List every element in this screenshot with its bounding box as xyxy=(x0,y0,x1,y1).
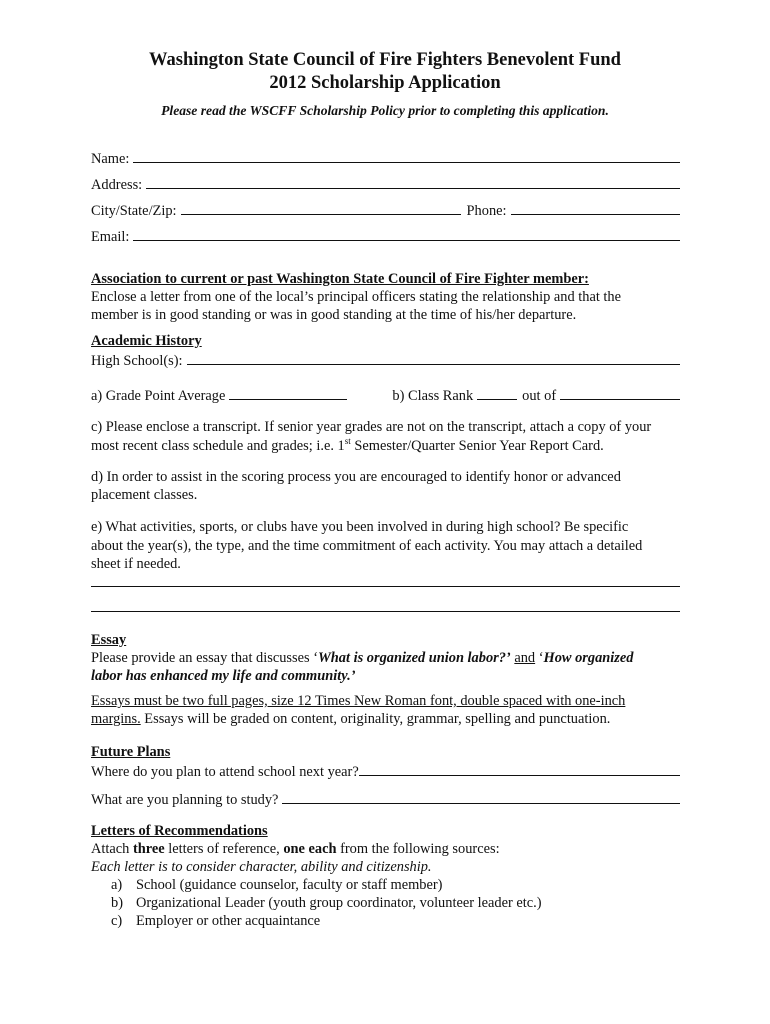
letters-heading: Letters of Recommendations xyxy=(91,823,268,839)
address-row xyxy=(91,174,680,194)
address-label: Address: xyxy=(91,177,143,193)
activities-text-line3: sheet if needed. xyxy=(91,556,181,572)
transcript-text-line1: c) Please enclose a transcript. If senior year grades are not on the transcript, attach a copy of your xyxy=(91,419,652,435)
honors-text-line1: d) In order to assist in the scoring process you are encouraged to identify honor or advanced xyxy=(91,469,621,485)
phone-field[interactable] xyxy=(511,200,680,215)
list-item: b) Organizational Leader (youth group coordinator, volunteer leader etc.) xyxy=(111,895,542,911)
email-label: Email: xyxy=(91,229,130,245)
activities-answer-line-1[interactable] xyxy=(91,586,680,587)
out-of-label: out of xyxy=(522,388,557,404)
essay-prompt-line2: labor has enhanced my life and community.’ xyxy=(91,668,356,684)
study-plan-label: What are you planning to study? xyxy=(91,792,279,808)
study-plan-row xyxy=(91,789,680,809)
letters-instruction-line1: Attach three letters of reference, one each from the following sources: xyxy=(91,841,500,857)
high-school-label: High School(s): xyxy=(91,353,183,369)
academic-history-heading: Academic History xyxy=(91,333,202,349)
email-row xyxy=(91,226,680,246)
class-rank-label: b) Class Rank xyxy=(392,388,474,404)
city-phone-row xyxy=(91,200,680,220)
essay-requirements-line1: Essays must be two full pages, size 12 Times New Roman font, double spaced with one-inch xyxy=(91,693,626,709)
list-item: c) Employer or other acquaintance xyxy=(111,913,321,929)
instruction-note: Please read the WSCFF Scholarship Policy prior to completing this application. xyxy=(161,103,609,118)
transcript-text-line2: most recent class schedule and grades; i.e. 1st Semester/Quarter Senior Year Report Card. xyxy=(91,436,604,454)
association-heading: Association to current or past Washington State Council of Fire Fighter member: xyxy=(91,271,589,287)
form-title: Washington State Council of Fire Fighters Benevolent Fund xyxy=(149,50,621,70)
activities-text-line1: e) What activities, sports, or clubs have you been involved in during high school? Be specific xyxy=(91,519,629,535)
name-row xyxy=(91,148,680,168)
email-field[interactable] xyxy=(133,226,680,241)
association-text-line1: Enclose a letter from one of the local’s principal officers stating the relationship and that the xyxy=(91,289,622,305)
school-next-year-field[interactable] xyxy=(359,761,680,776)
name-field[interactable] xyxy=(133,148,680,163)
honors-text-line2: placement classes. xyxy=(91,487,198,503)
gpa-rank-row xyxy=(91,385,680,405)
essay-prompt-line1: Please provide an essay that discusses ‘What is organized union labor?’ and ‘How organized xyxy=(91,650,634,666)
phone-label: Phone: xyxy=(466,203,507,219)
list-item: a) School (guidance counselor, faculty or staff member) xyxy=(111,877,443,893)
high-school-field[interactable] xyxy=(187,350,680,365)
city-state-zip-field[interactable] xyxy=(181,200,461,215)
school-next-year-label: Where do you plan to attend school next year? xyxy=(91,764,359,780)
high-school-row xyxy=(91,350,680,370)
school-next-year-row xyxy=(91,761,680,781)
essay-requirements-line2: margins. Essays will be graded on content, originality, grammar, spelling and punctuation. xyxy=(91,711,611,727)
gpa-label: a) Grade Point Average xyxy=(91,388,226,404)
city-state-zip-label: City/State/Zip: xyxy=(91,203,177,219)
gpa-field[interactable] xyxy=(229,385,347,400)
name-label: Name: xyxy=(91,151,130,167)
address-field[interactable] xyxy=(146,174,680,189)
essay-heading: Essay xyxy=(91,632,127,648)
letters-instruction-line2: Each letter is to consider character, ability and citizenship. xyxy=(91,859,432,875)
study-plan-field[interactable] xyxy=(282,789,680,804)
out-of-field[interactable] xyxy=(560,385,680,400)
activities-text-line2: about the year(s), the type, and the time commitment of each activity. You may attach a detailed xyxy=(91,538,643,554)
class-rank-field[interactable] xyxy=(477,385,517,400)
form-subtitle: 2012 Scholarship Application xyxy=(269,73,501,93)
activities-answer-line-2[interactable] xyxy=(91,611,680,612)
future-plans-heading: Future Plans xyxy=(91,744,171,760)
association-text-line2: member is in good standing or was in good standing at the time of his/her departure. xyxy=(91,307,577,323)
